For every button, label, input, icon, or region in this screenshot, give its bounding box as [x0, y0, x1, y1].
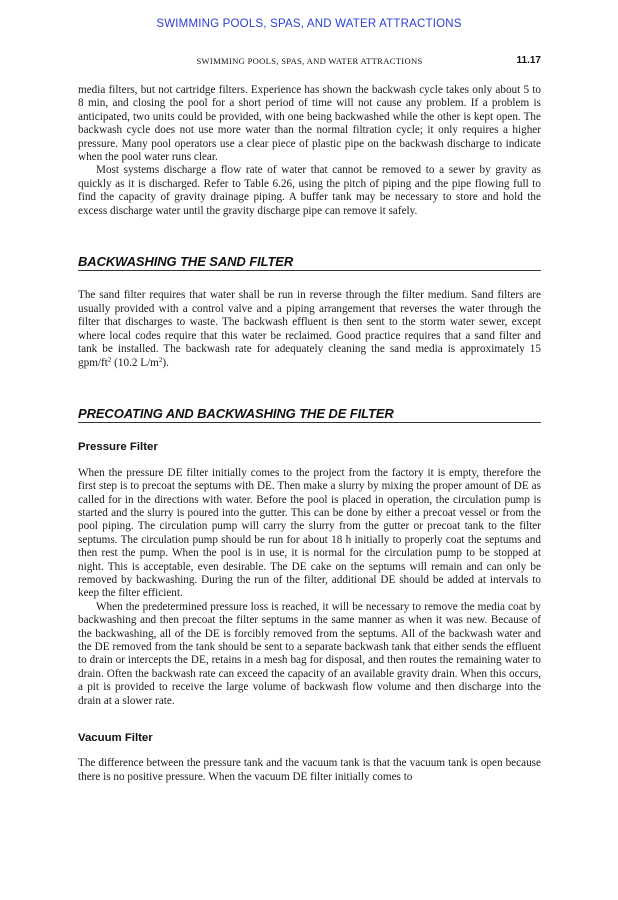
sand-filter-heading: BACKWASHING THE SAND FILTER [78, 255, 541, 271]
running-header-title: SWIMMING POOLS, SPAS, AND WATER ATTRACTIONS [196, 56, 423, 66]
sand-text-end: ). [162, 356, 169, 369]
sand-filter-paragraph [78, 289, 541, 369]
vacuum-filter-heading: Vacuum Filter [78, 732, 153, 745]
page-number: 11.17 [516, 55, 541, 66]
sand-text-main: The sand filter requires that water shall be run in reverse through the filter medium. Sand filters are usually provided with a control valve and a piping arrangement that reverses the water through the filter that discharges to waste. The backwash effluent is then sent to the storm water sewer, except where local codes require that this water be reclaimed. Good practice requires that a sand filter and tank be installed. The backwash rate for adequately cleaning the sand media is approximately 15 gpm/ft [78, 289, 541, 369]
sand-sup-2: 2 [158, 355, 163, 364]
running-header [78, 55, 541, 71]
vacuum-filter-paragraph: The difference between the pressure tank and the vacuum tank is that the vacuum tank is open because there is no positive pressure. When the vacuum DE filter initially comes to [78, 757, 541, 783]
sand-sup-1: 2 [107, 355, 112, 364]
body-text [78, 84, 541, 784]
sand-text-mid: (10.2 L/m [111, 356, 159, 369]
top-banner: SWIMMING POOLS, SPAS, AND WATER ATTRACTIONS [156, 18, 462, 30]
pressure-filter-paragraph-1: When the pressure DE filter initially comes to the project from the factory it is empty, therefore the first step is to precoat the septums with DE. Then make a slurry by mixing the proper amount of DE as called for in the directions with water. Before the pool is placed in operation, the circulation pump is started and the slurry is poured into the gutter. This can be done by either a precoat vessel or from the pool piping. The circulation pump will carry the slurry from the gutter or precoat tank to the filter septums. The circulation pump should be run for about 18 h initially to properly coat the septums and then rest the pump. When the pool is in use, it is normal for the circulation pump to be stopped at night. This is acceptable, even desirable. The DE cake on the septums will remain and can only be removed by backwashing. During the run of the filter, additional DE should be added at intervals to keep the filter efficient. [78, 466, 541, 600]
pressure-filter-paragraph-2: When the predetermined pressure loss is reached, it will be necessary to remove the media coat by backwashing and then precoat the filter septums in the same manner as when it was new. Because of the backwashing, all of the DE is forcibly removed from the septums. All of the backwash water and the DE removed from the tank should be sent to a separate backwash tank that either sends the effluent to drain or intercepts the DE, retains in a mesh bag for disposal, and then routes the remaining water to drain. Often the backwash rate can exceed the capacity of an available gravity drain. When this occurs, a pit is provided to receive the large volume of backwash flow volume and then discharge into the drain at a slower rate. [78, 600, 541, 707]
de-filter-heading: PRECOATING AND BACKWASHING THE DE FILTER [78, 407, 541, 423]
pressure-filter-heading: Pressure Filter [78, 441, 158, 454]
intro-paragraph-2: Most systems discharge a flow rate of water that cannot be removed to a sewer by gravity as quickly as it is discharged. Refer to Table 6.26, using the pitch of piping and the pipe flowing full to find the capacity of gravity drainage piping. A buffer tank may be necessary to store and hold the excess discharge water until the gravity discharge pipe can remove it safely. [78, 164, 541, 217]
intro-paragraph-1: media filters, but not cartridge filters. Experience has shown the backwash cycle takes only about 5 to 8 min, and closing the pool for a short period of time will not cause any problem. If a problem is anticipated, two units could be provided, with one being backwashed while the other is kept open. The backwash cycle does not use more water than the normal filtration cycle; it only requires a higher pressure. Many pool operators use a clear piece of plastic pipe on the backwash discharge to indicate when the pool water runs clear. [78, 84, 541, 164]
